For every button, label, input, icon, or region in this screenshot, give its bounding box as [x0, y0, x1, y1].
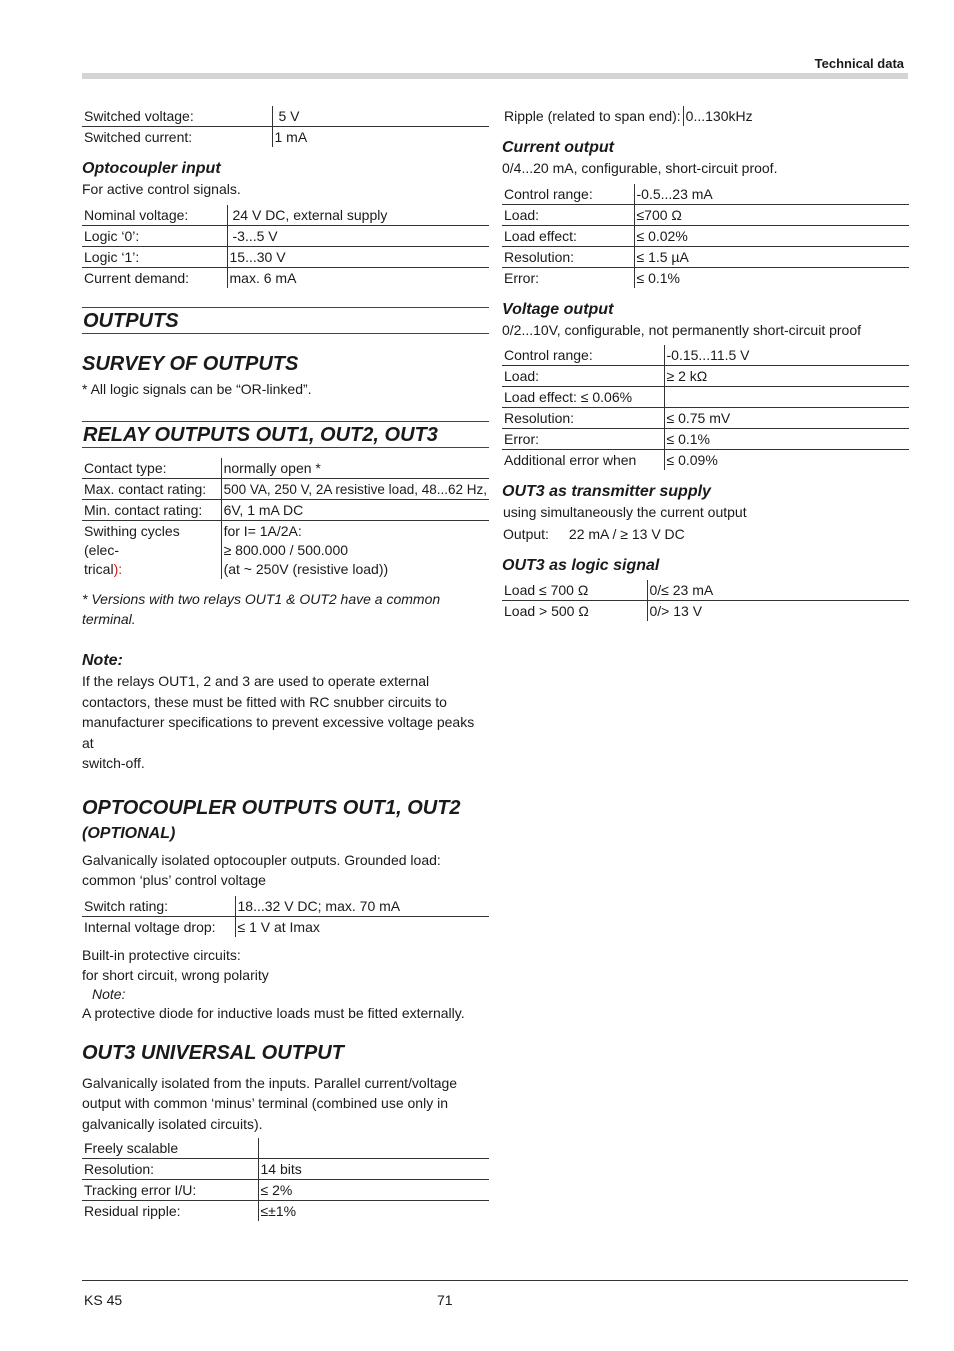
survey-note: * All logic signals can be “OR-linked”.: [82, 381, 312, 397]
voltage-output-desc: 0/2...10V, configurable, not permanently short-circuit proof: [502, 322, 862, 338]
table-key: Switched current:: [84, 129, 193, 145]
table-key: Nominal voltage:: [82, 205, 227, 226]
logic-signal-table: [502, 580, 909, 621]
protective-circuits: Built-in protective circuits:: [82, 946, 241, 963]
transmitter-supply-title: OUT3 as transmitter supply: [502, 483, 711, 500]
table-value: 18...32 V DC; max. 70 mA: [235, 896, 489, 917]
output-label: Output:: [503, 526, 549, 542]
table-value: -0.15...11.5 V: [664, 345, 909, 366]
table-value: [664, 387, 909, 408]
table-value: ≥ 2 kΩ: [664, 366, 909, 387]
table-value: 1 mA: [272, 127, 489, 148]
table-value: (at ~ 250V (resistive load)): [223, 561, 389, 577]
table-value: 5 V: [272, 106, 489, 127]
table-value: 6V, 1 mA DC: [221, 500, 489, 521]
protective-circuits-detail: for short circuit, wrong polarity: [82, 966, 269, 983]
table-key: Load:: [502, 205, 634, 226]
page-number: 71: [437, 1292, 453, 1308]
table-key: Freely scalable: [82, 1138, 258, 1159]
current-output-title: Current output: [502, 139, 614, 156]
text-line: switch-off.: [82, 755, 145, 771]
optional-subheading: (OPTIONAL): [82, 824, 176, 842]
table-value: 0/≤ 23 mA: [647, 580, 909, 601]
out3-universal-heading: OUT3 UNIVERSAL OUTPUT: [82, 1041, 344, 1064]
table-value: 500 VA, 250 V, 2A resistive load, 48...62 Hz,: [221, 479, 489, 500]
relay-footnote: * Versions with two relays OUT1 & OUT2 have a common terminal.: [82, 591, 441, 627]
switch-table: [82, 106, 489, 147]
footer-model: KS 45: [84, 1292, 123, 1308]
table-key: Min. contact rating:: [82, 500, 221, 521]
table-key: Current demand:: [84, 270, 190, 286]
table-value: ≤ 1.5 µA: [634, 247, 909, 268]
table-key: Tracking error I/U:: [82, 1180, 258, 1201]
table-key: Logic ‘1’:: [82, 247, 227, 268]
table-key: Internal voltage drop:: [84, 918, 216, 935]
current-output-desc: 0/4...20 mA, configurable, short-circuit proof.: [502, 160, 778, 176]
table-key: Load > 500 Ω: [504, 603, 589, 619]
relay-table: [82, 458, 489, 579]
output-value: 22 mA / ≥ 13 V DC: [568, 526, 685, 542]
optocoupler-input-table: [82, 205, 489, 288]
opto-note-label: Note:: [92, 985, 126, 1002]
table-value: 0/> 13 V: [647, 601, 909, 622]
table-value: ≤700 Ω: [634, 205, 909, 226]
table-value: ≤ 0.75 mV: [664, 408, 909, 429]
table-key: Contact type:: [82, 458, 221, 479]
table-key: Load ≤ 700 Ω: [502, 580, 647, 601]
table-value: ≤ 0.1%: [634, 268, 909, 289]
table-key: Load effect:: [502, 226, 634, 247]
table-value: ≤ 2%: [258, 1180, 489, 1201]
switching-cycles-key: [82, 521, 221, 580]
table-value: for I= 1A/2A:: [223, 523, 302, 539]
table-key: Load:: [502, 366, 664, 387]
table-value: 15...30 V: [227, 247, 489, 268]
table-key: Ripple (related to span end):: [504, 108, 681, 124]
table-key: Load effect: ≤ 0.06%: [502, 387, 664, 408]
table-value: ≤ 0.09%: [664, 450, 909, 471]
table-value: ≥ 800.000 / 500.000: [223, 542, 349, 558]
table-key: Max. contact rating:: [82, 479, 221, 500]
table-key: Switch rating:: [82, 896, 235, 917]
transmitter-output: [502, 524, 909, 544]
table-value: ≤ 0.02%: [634, 226, 909, 247]
optocoupler-outputs-table: [82, 896, 489, 937]
note-text: [82, 671, 489, 774]
survey-heading: SURVEY OF OUTPUTS: [82, 353, 299, 375]
transmitter-supply-desc: using simultaneously the current output: [503, 504, 747, 520]
relay-heading: RELAY OUTPUTS OUT1, OUT2, OUT3: [82, 421, 489, 448]
table-key: Additional error when: [504, 452, 637, 468]
table-key: Resolution:: [502, 247, 634, 268]
table-key: trical: [84, 561, 114, 577]
table-key: Logic ‘0’:: [82, 226, 227, 247]
table-value: normally open *: [221, 458, 489, 479]
header-rule: [82, 73, 908, 79]
table-value: ≤ 1 V at Imax: [235, 916, 489, 937]
left-column: [82, 106, 489, 1221]
text-line: Galvanically isolated from the inputs. Parallel current/voltage: [82, 1074, 458, 1091]
opto-desc-1: Galvanically isolated optocoupler outputs. Grounded load:: [82, 851, 441, 868]
table-key: Resolution:: [82, 1159, 258, 1180]
switching-cycles-value: [221, 521, 489, 580]
current-output-table: [502, 184, 909, 288]
text-line: galvanically isolated circuits).: [82, 1115, 263, 1132]
voltage-output-title: Voltage output: [502, 301, 614, 318]
table-value: 14 bits: [258, 1159, 489, 1180]
text-line: manufacturer specifications to prevent excessive voltage peaks at: [82, 714, 475, 751]
table-key: Error:: [502, 429, 664, 450]
voltage-output-table: [502, 345, 909, 470]
table-key: Switched voltage:: [82, 106, 272, 127]
ripple-table: [502, 106, 755, 126]
out3-desc: [82, 1073, 489, 1135]
table-value: ≤±1%: [258, 1201, 489, 1222]
optocoupler-outputs-heading: OPTOCOUPLER OUTPUTS OUT1, OUT2: [82, 796, 461, 819]
text-line: output with common ‘minus’ terminal (combined use only in: [82, 1095, 448, 1111]
outputs-heading: OUTPUTS: [82, 307, 489, 334]
note-heading: Note:: [82, 652, 123, 669]
text-line: contactors, these must be fitted with RC snubber circuits to: [82, 693, 447, 710]
table-value: [258, 1138, 489, 1159]
table-value: -0.5...23 mA: [634, 184, 909, 205]
text-line: If the relays OUT1, 2 and 3 are used to operate external: [82, 673, 430, 689]
running-header: Technical data: [814, 56, 904, 71]
table-value: ≤ 0.1%: [664, 429, 909, 450]
optocoupler-input-title: Optocoupler input: [82, 160, 221, 177]
table-key: Control range:: [502, 184, 634, 205]
red-mark: ):: [113, 561, 123, 577]
optocoupler-input-desc: For active control signals.: [82, 181, 241, 197]
opto-note-text: A protective diode for inductive loads must be fitted externally.: [82, 1004, 465, 1021]
opto-desc-2: common ‘plus’ control voltage: [82, 871, 266, 888]
table-value: -3...5 V: [227, 226, 489, 247]
footer-rule: [82, 1280, 908, 1281]
table-value: max. 6 mA: [227, 268, 489, 289]
table-value: 0...130kHz: [683, 106, 754, 126]
table-value: 24 V DC, external supply: [227, 205, 489, 226]
table-key: Error:: [504, 270, 539, 286]
table-key: Swithing cycles (elec-: [84, 523, 180, 558]
right-column: [502, 106, 909, 621]
table-key: Resolution:: [502, 408, 664, 429]
out3-table: [82, 1138, 489, 1221]
table-key: [84, 560, 219, 579]
table-key: Control range:: [502, 345, 664, 366]
logic-signal-title: OUT3 as logic signal: [502, 557, 660, 574]
table-key: Residual ripple:: [84, 1203, 181, 1219]
